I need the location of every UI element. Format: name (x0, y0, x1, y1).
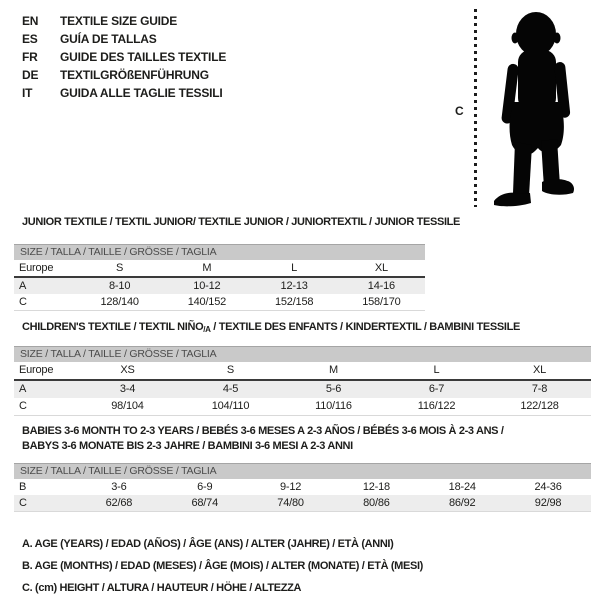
language-code: DE (22, 68, 39, 82)
value-cell: 12-13 (280, 280, 308, 292)
language-list (22, 12, 226, 102)
legend-height: C. (cm) HEIGHT / ALTURA / HAUTEUR / HÖHE / ALTEZZA (22, 582, 302, 594)
table-row-height (14, 398, 591, 415)
value-cell: 9-12 (279, 481, 302, 493)
row-label: Europe (19, 364, 54, 376)
row-label: C (19, 497, 27, 509)
value-cell: 4-5 (222, 383, 239, 395)
children-table-title (22, 320, 520, 337)
babies-title-line2: BABYS 3-6 MONATE BIS 2-3 JAHRE / BAMBINI 3-6 MESI A 2-3 ANNI (22, 440, 353, 452)
value-cell: 68/74 (191, 497, 218, 509)
table-row-height (14, 294, 425, 310)
table-row-age-years (14, 381, 591, 398)
size-cell: XL (532, 364, 547, 376)
value-cell: 3-6 (111, 481, 127, 493)
table-row-age-months (14, 479, 591, 495)
language-code: FR (22, 50, 38, 64)
size-cell: M (202, 262, 212, 274)
size-cell: M (329, 364, 338, 376)
table-row-age-years (14, 278, 425, 294)
table-row-europe (14, 362, 591, 381)
size-header-bar: SIZE / TALLA / TAILLE / GRÖSSE / TAGLIA (14, 463, 591, 479)
language-title: GUÍA DE TALLAS (60, 32, 157, 46)
value-cell: 18-24 (448, 481, 476, 493)
junior-size-table (14, 244, 425, 311)
row-label: B (19, 481, 27, 493)
toddler-silhouette-icon (484, 8, 590, 208)
babies-size-table (14, 463, 591, 512)
value-cell: 86/92 (448, 497, 476, 509)
value-cell: 24-36 (534, 481, 562, 493)
size-cell: XL (374, 262, 388, 274)
height-measure-dotted-line (474, 9, 477, 207)
size-cell: L (433, 364, 440, 376)
row-label: C (19, 400, 27, 412)
row-label: A (19, 383, 27, 395)
size-header-bar: SIZE / TALLA / TAILLE / GRÖSSE / TAGLIA (14, 244, 425, 260)
language-title: GUIDA ALLE TAGLIE TESSILI (60, 86, 223, 100)
value-cell: 12-18 (362, 481, 390, 493)
size-cell: S (226, 364, 235, 376)
value-cell: 152/158 (274, 296, 314, 308)
language-code: EN (22, 14, 39, 28)
value-cell: 10-12 (193, 280, 221, 292)
language-title: TEXTILE SIZE GUIDE (60, 14, 178, 28)
size-cell: S (116, 262, 124, 274)
value-cell: 140/152 (187, 296, 227, 308)
title-text: / TEXTILE DES ENFANTS / KINDERTEXTIL / BAMBINI TESSILE (210, 321, 520, 333)
height-measure-label: C (455, 104, 464, 118)
language-row-fr (22, 48, 226, 66)
value-cell: 8-10 (109, 280, 131, 292)
value-cell: 6-9 (197, 481, 213, 493)
language-row-it (22, 84, 226, 102)
row-label: Europe (19, 262, 54, 274)
table-row-height (14, 495, 591, 511)
children-size-table (14, 346, 591, 416)
language-title: GUIDE DES TAILLES TEXTILE (60, 50, 227, 64)
language-row-en (22, 12, 226, 30)
footnote-legend (22, 533, 423, 599)
row-label: C (19, 296, 27, 308)
language-row-de (22, 66, 226, 84)
value-cell: 3-4 (119, 383, 136, 395)
value-cell: 128/140 (100, 296, 139, 308)
value-cell: 98/104 (111, 400, 144, 412)
babies-table-title (22, 424, 504, 454)
value-cell: 158/170 (362, 296, 401, 308)
value-cell: 62/68 (105, 497, 133, 509)
value-cell: 92/98 (534, 497, 562, 509)
size-header-bar: SIZE / TALLA / TAILLE / GRÖSSE / TAGLIA (14, 346, 591, 362)
table-row-europe (14, 260, 425, 278)
value-cell: 7-8 (531, 383, 548, 395)
junior-table-title: JUNIOR TEXTILE / TEXTIL JUNIOR/ TEXTILE JUNIOR / JUNIORTEXTIL / JUNIOR TESSILE (22, 216, 461, 228)
language-code: ES (22, 32, 38, 46)
value-cell: 14-16 (367, 280, 395, 292)
value-cell: 104/110 (211, 400, 250, 412)
value-cell: 80/86 (363, 497, 390, 509)
value-cell: 116/122 (417, 400, 456, 412)
row-label: A (19, 280, 27, 292)
value-cell: 74/80 (277, 497, 304, 509)
language-title: TEXTILGRÖßENFÜHRUNG (60, 68, 209, 82)
language-row-es (22, 30, 226, 48)
value-cell: 6-7 (428, 383, 445, 395)
value-cell: 5-6 (325, 383, 342, 395)
value-cell: 110/116 (315, 400, 352, 412)
language-code: IT (22, 86, 33, 100)
babies-title-line1: BABIES 3-6 MONTH TO 2-3 YEARS / BEBÉS 3-6 MESES A 2-3 AÑOS / BÉBÉS 3-6 MOIS À 2-3 ANS / (22, 425, 504, 437)
legend-age-months: B. AGE (MONTHS) / EDAD (MESES) / ÂGE (MOIS) / ALTER (MONATE) / ETÀ (MESI) (22, 560, 423, 572)
title-subscript: /A (203, 325, 211, 334)
size-cell: L (291, 262, 298, 274)
title-text: CHILDREN'S TEXTILE / TEXTIL NIÑO (22, 321, 204, 333)
value-cell: 122/128 (520, 400, 559, 412)
legend-age-years: A. AGE (YEARS) / EDAD (AÑOS) / ÂGE (ANS) / ALTER (JAHRE) / ETÀ (ANNI) (22, 538, 394, 550)
size-cell: XS (120, 364, 135, 376)
